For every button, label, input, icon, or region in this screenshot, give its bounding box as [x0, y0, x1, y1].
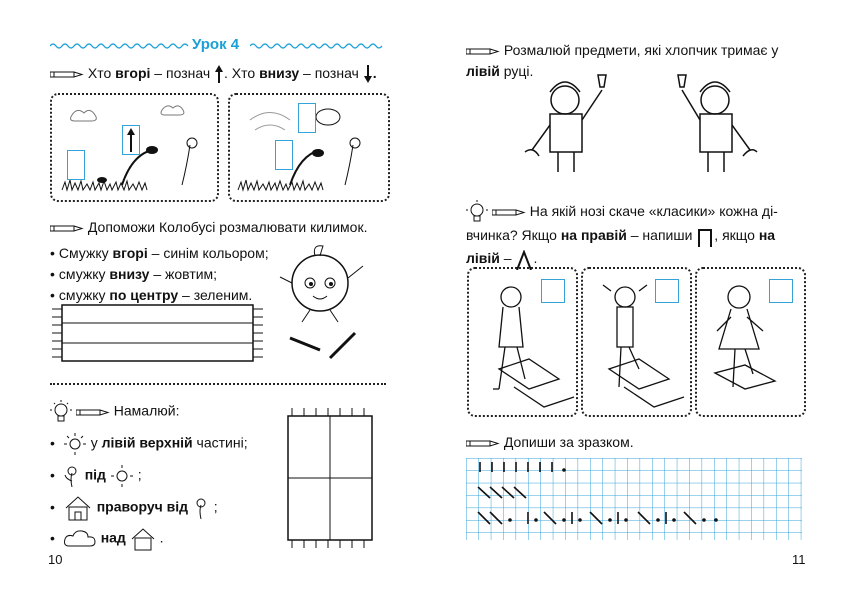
arrow-up-icon: [214, 65, 224, 83]
lightbulb-icon: [50, 400, 72, 424]
pencil-icon: [466, 439, 500, 448]
divider: [50, 383, 386, 385]
pencil-icon: [50, 70, 84, 79]
drawing-carpet-grid[interactable]: [280, 406, 380, 550]
pencil-icon: [76, 408, 110, 417]
sun-icon: [110, 465, 134, 487]
list-item: • у лівій верхній частині;: [50, 433, 248, 455]
pencil-icon: [50, 224, 84, 233]
task1-instruction: Хто вгорі – познач . Хто внизу – познач .: [50, 65, 377, 83]
picture-box-beetle: [228, 93, 390, 202]
flower-icon: [63, 465, 81, 487]
list-item: • під ;: [50, 465, 142, 487]
task3-instruction: Намалюй:: [50, 400, 179, 424]
answer-box[interactable]: [769, 279, 793, 303]
list-item: • праворуч від ;: [50, 495, 218, 521]
picture-box-ant: [50, 93, 219, 202]
picture-box-girl-1: [467, 267, 578, 417]
picture-box-girl-3: [695, 267, 806, 417]
kolobok-illustration: [275, 238, 385, 368]
sun-icon: [63, 433, 87, 455]
right-task2-instruction: На якій нозі скаче «класики» кожна ді- вчинка? Якщо на правій – напиши , якщо на лівій – .: [466, 200, 811, 270]
right-task3-instruction: Допиши за зразком.: [466, 434, 634, 450]
page-number-right: 11: [792, 552, 806, 567]
task2-instruction: Допоможи Колобусі розмалювати килимок.: [50, 219, 367, 235]
answer-box-top[interactable]: [298, 103, 316, 133]
list-item: • над .: [50, 527, 164, 551]
arrow-up-icon: [123, 126, 139, 154]
list-item: • смужку по центру – зеленим.: [50, 285, 269, 306]
house-icon: [130, 527, 156, 551]
arrow-down-icon: [363, 65, 373, 83]
right-task1-instruction: Розмалюй предмети, які хлопчик тримає у лівій руці.: [466, 42, 779, 79]
answer-box[interactable]: [655, 279, 679, 303]
answer-box-bottom[interactable]: [67, 150, 85, 180]
page-number-left: 10: [48, 552, 63, 567]
list-item: • смужку внизу – жовтим;: [50, 264, 269, 285]
boy-figures-illustration: [510, 70, 780, 180]
cloud-icon: [63, 528, 97, 550]
answer-box[interactable]: [541, 279, 565, 303]
answer-box-bottom[interactable]: [275, 140, 293, 170]
right-leg-sign-icon: [696, 227, 714, 247]
wave-decoration-left: [50, 42, 190, 50]
wave-decoration-right: [250, 42, 386, 50]
carpet-illustration[interactable]: [50, 301, 265, 365]
lesson-title: Урок 4: [192, 36, 240, 53]
lesson-header: [50, 36, 385, 56]
answer-box-top[interactable]: [122, 125, 140, 155]
picture-box-girl-2: [581, 267, 692, 417]
house-icon: [63, 495, 93, 521]
pencil-icon: [492, 208, 526, 217]
list-item: • Смужку вгорі – синім кольором;: [50, 243, 269, 264]
writing-grid[interactable]: [466, 458, 802, 540]
pencil-icon: [466, 47, 500, 56]
flower-icon: [192, 497, 210, 519]
task2-list: [50, 243, 269, 306]
lightbulb-icon: [466, 200, 488, 224]
